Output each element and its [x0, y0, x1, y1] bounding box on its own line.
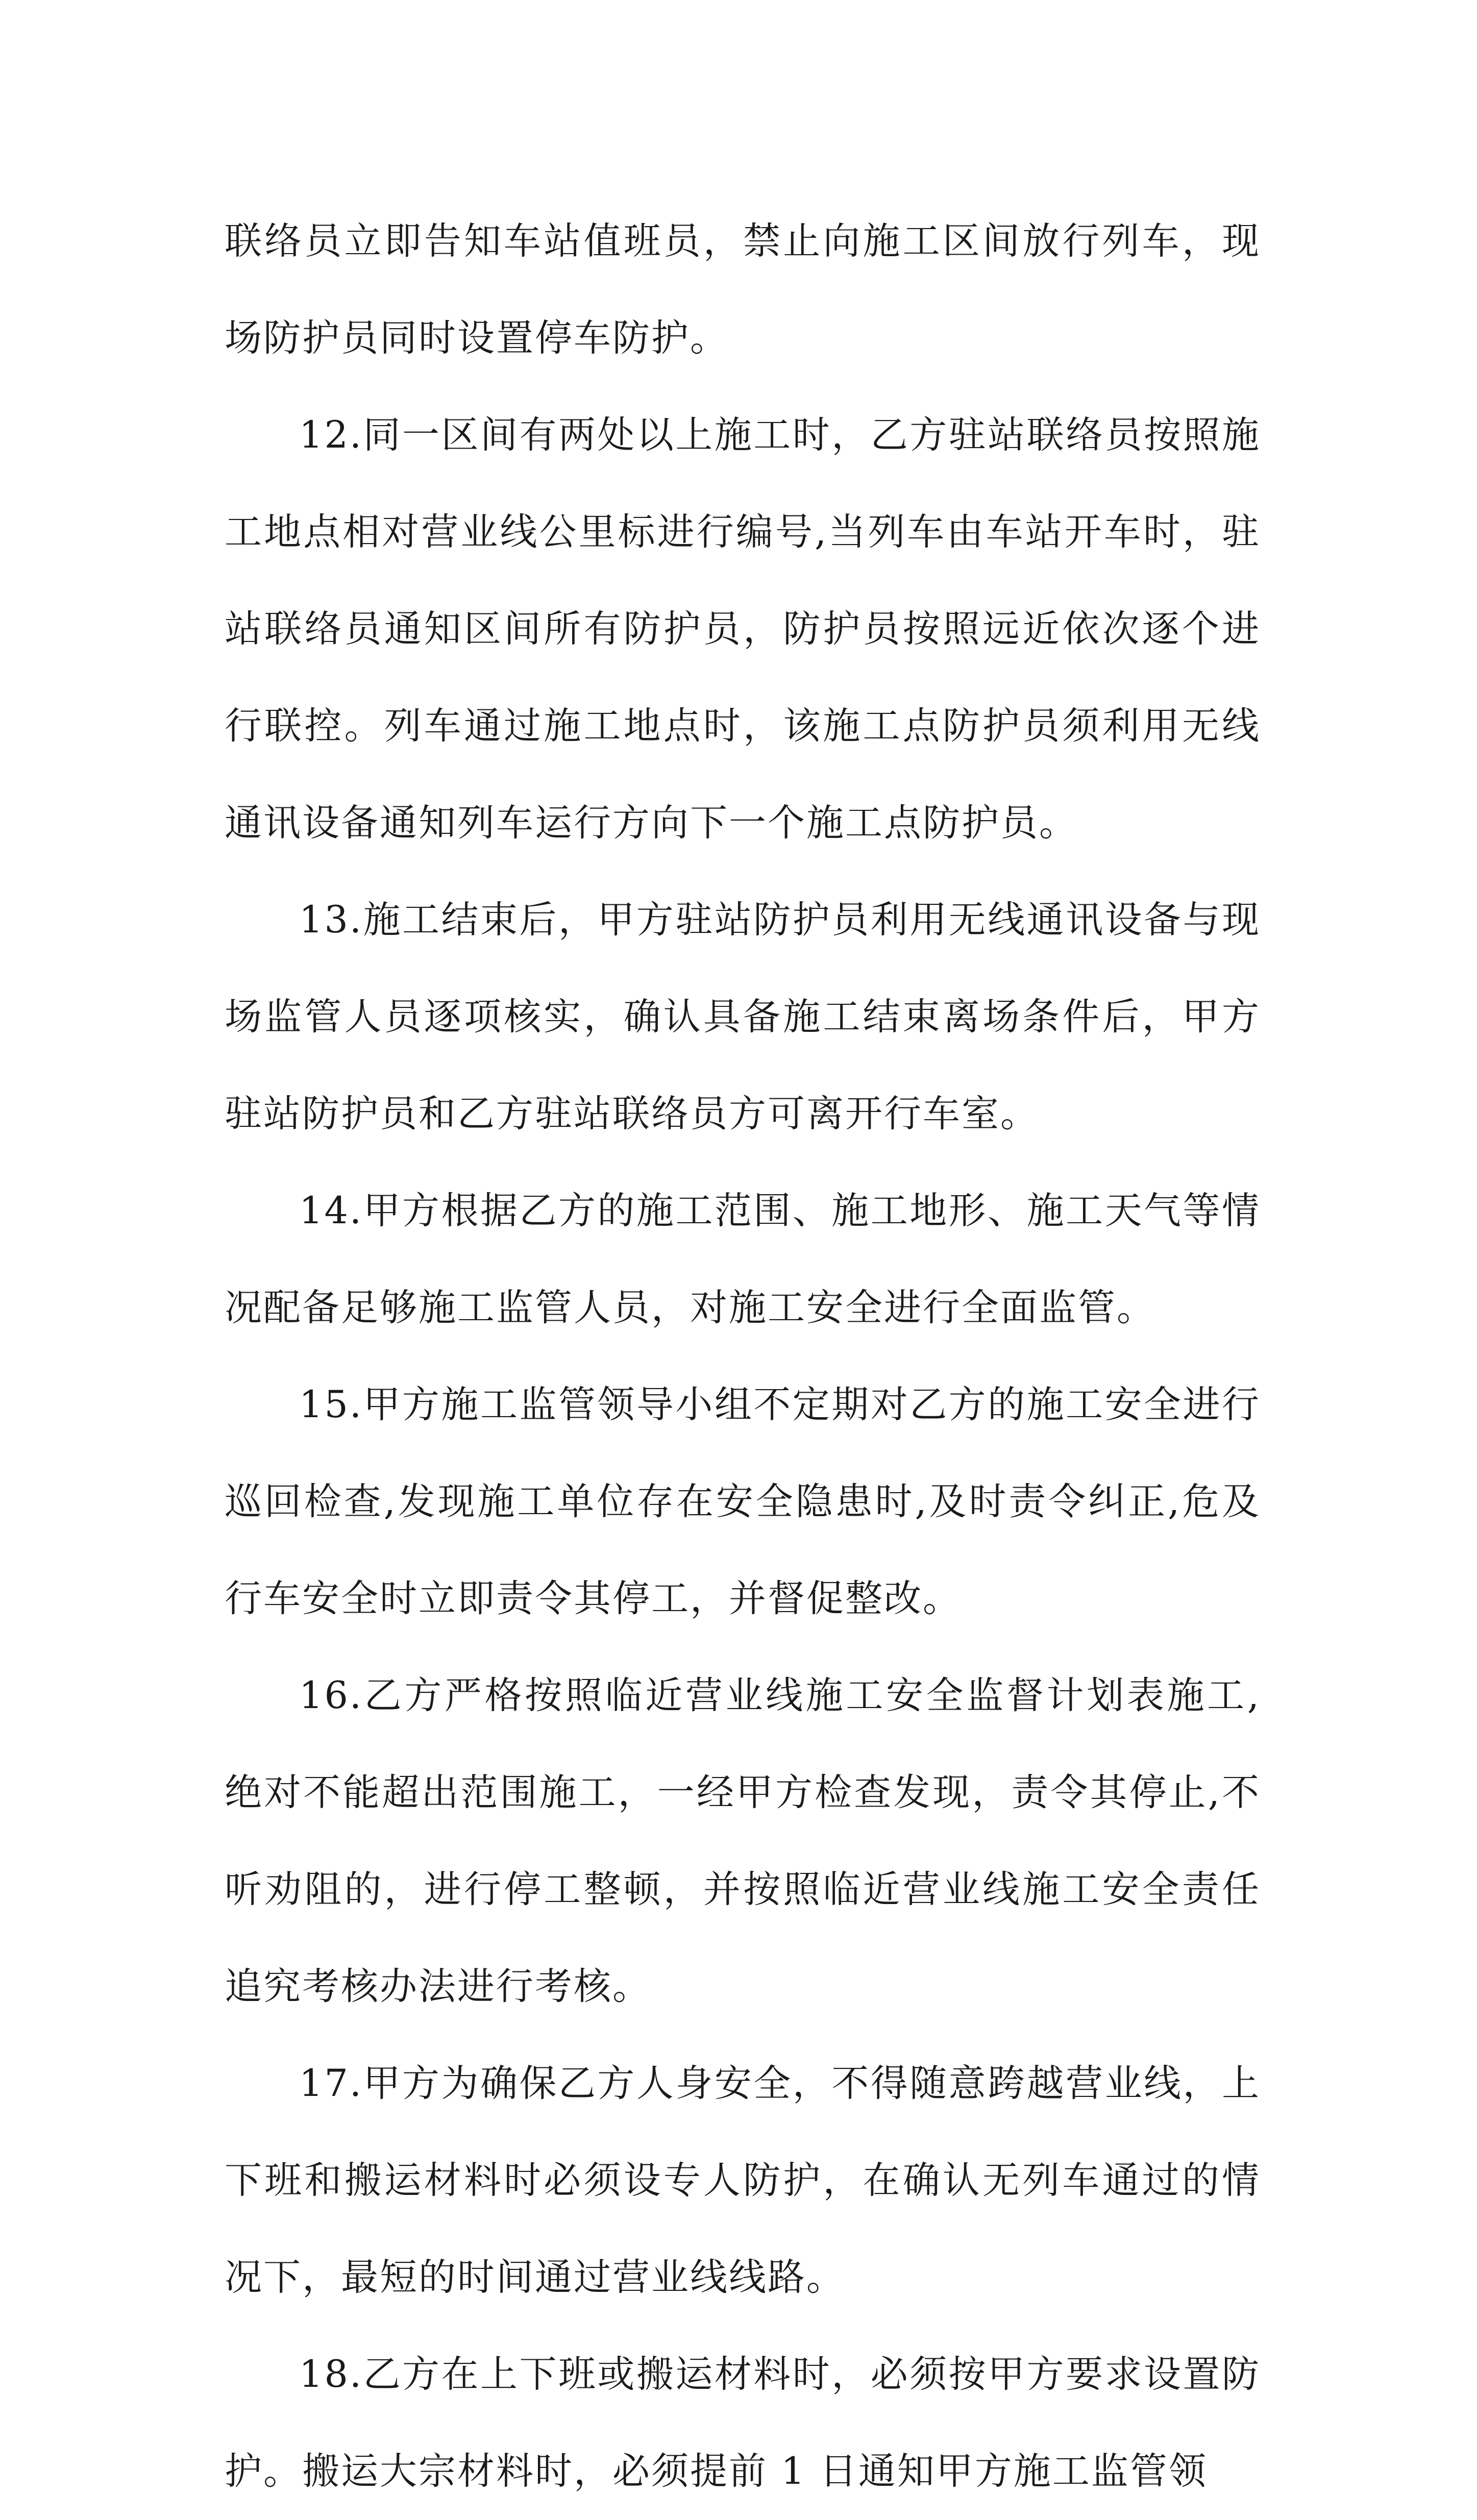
paragraph-item-16: 16.乙方严格按照临近营业线施工安全监督计划表施工,绝对不能超出范围施工，一经甲方检查发现，责令其停止,不听劝阻的，进行停工整顿，并按照临近营业线施工安全责任追究考核办法进行考核。 — [225, 1674, 1261, 2008]
paragraph-item-18: 18.乙方在上下班或搬运材料时，必须按甲方要求设置防护。搬运大宗材料时，必须提前 1 日通知甲方施工监管领 — [225, 2353, 1261, 2493]
paragraph-item-13: 13.施工结束后，甲方驻站防护员利用无线通讯设备与现场监管人员逐项核实，确认具备施工结束离场条件后，甲方驻站防护员和乙方驻站联络员方可离开行车室。 — [225, 898, 1261, 1135]
paragraph-continuation: 联络员立即告知车站值班员，禁止向施工区间放行列车，现场防护员同时设置停车防护。 — [225, 219, 1261, 360]
document-body — [225, 193, 1261, 2520]
paragraph-item-12: 12.同一区间有两处以上施工时，乙方驻站联络员按照施工地点相对营业线公里标进行编号,当列车由车站开车时，驻站联络员通知区间所有防护员，防护员按照远近依次逐个进行联控。列车通过施工地点时，该施工点防护员须利用无线通讯设备通知列车运行方向下一个施工点防护员。 — [225, 413, 1261, 845]
paragraph-item-17: 17.甲方为确保乙方人身安全，不得随意跨越营业线，上下班和搬运材料时必须设专人防护，在确认无列车通过的情况下，最短的时间通过营业线线路。 — [225, 2062, 1261, 2299]
paragraph-item-14: 14.甲方根据乙方的施工范围、施工地形、施工天气等情况配备足够施工监管人员，对施工安全进行全面监管。 — [225, 1189, 1261, 1329]
paragraph-item-15: 15.甲方施工监管领导小组不定期对乙方的施工安全进行巡回检查,发现施工单位存在安全隐患时,及时责令纠正,危及行车安全时立即责令其停工，并督促整改。 — [225, 1383, 1261, 1620]
